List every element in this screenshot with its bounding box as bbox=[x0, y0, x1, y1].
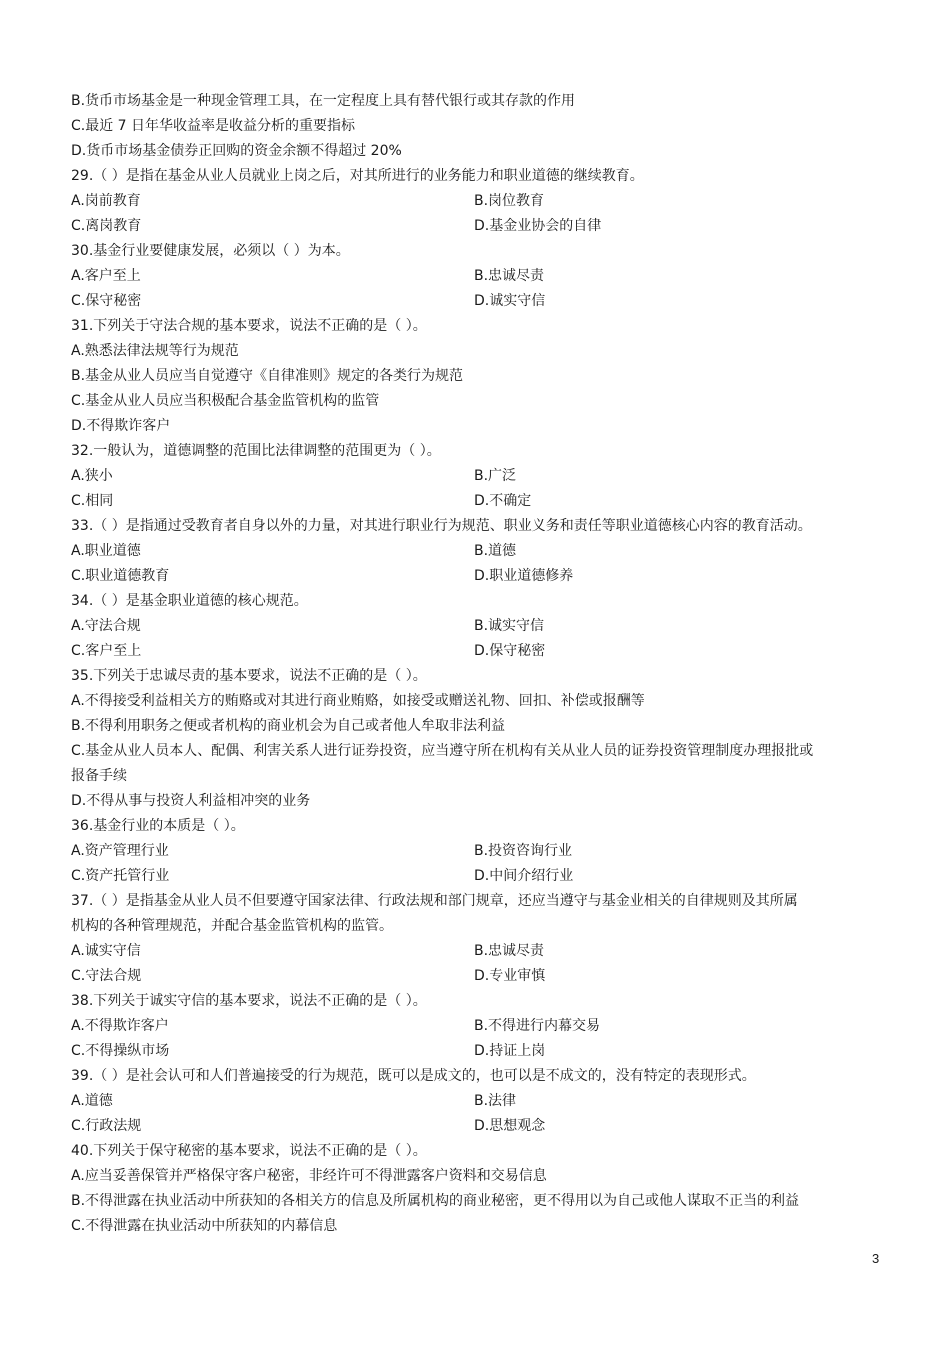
page-number: 3 bbox=[872, 1251, 880, 1266]
answer-option: B.忠诚尽责 bbox=[474, 268, 545, 284]
answer-option: C.不得操纵市场 bbox=[71, 1043, 170, 1059]
intro-option-line: D.货币市场基金债券正回购的资金余额不得超过 20% bbox=[71, 143, 402, 159]
answer-option: C.行政法规 bbox=[71, 1118, 142, 1134]
option-row bbox=[71, 864, 881, 889]
answer-option: D.持证上岗 bbox=[474, 1043, 546, 1059]
answer-option: B.道德 bbox=[474, 543, 517, 559]
answer-option: 报备手续 bbox=[71, 768, 127, 784]
option-row bbox=[71, 539, 881, 564]
answer-option: B.投资咨询行业 bbox=[474, 843, 573, 859]
page-content bbox=[71, 89, 881, 1239]
option-row bbox=[71, 289, 881, 314]
option-row bbox=[71, 1039, 881, 1064]
question-block bbox=[71, 164, 881, 239]
answer-option: B.不得利用职务之便或者机构的商业机会为自己或者他人牟取非法利益 bbox=[71, 718, 506, 734]
answer-option: A.职业道德 bbox=[71, 543, 141, 559]
answer-option: D.保守秘密 bbox=[474, 643, 546, 659]
answer-option: B.不得泄露在执业活动中所获知的各相关方的信息及所属机构的商业秘密，更不得用以为自己或他人谋取不正当的利益 bbox=[71, 1193, 800, 1209]
question-stem: 33.（ ）是指通过受教育者自身以外的力量，对其进行职业行为规范、职业义务和责任等职业道德核心内容的教育活动。 bbox=[71, 518, 812, 534]
question-stem: 31.下列关于守法合规的基本要求，说法不正确的是（ ）。 bbox=[71, 318, 427, 334]
question-stem: 39.（ ）是社会认可和人们普遍接受的行为规范，既可以是成文的，也可以是不成文的，没有特定的表现形式。 bbox=[71, 1068, 756, 1084]
option-row bbox=[71, 464, 881, 489]
answer-option: B.法律 bbox=[474, 1093, 517, 1109]
intro-option-line: B.货币市场基金是一种现金管理工具，在一定程度上具有替代银行或其存款的作用 bbox=[71, 93, 576, 109]
answer-option: B.诚实守信 bbox=[474, 618, 545, 634]
option-row bbox=[71, 1014, 881, 1039]
question-stem: 32.一般认为，道德调整的范围比法律调整的范围更为（ ）。 bbox=[71, 443, 441, 459]
answer-option: A.熟悉法律法规等行为规范 bbox=[71, 343, 239, 359]
answer-option: C.基金从业人员本人、配偶、利害关系人进行证券投资，应当遵守所在机构有关从业人员的证券投资管理制度办理报批或 bbox=[71, 743, 814, 759]
question-block bbox=[71, 989, 881, 1064]
question-block bbox=[71, 439, 881, 514]
question-stem: 机构的各种管理规范，并配合基金监管机构的监管。 bbox=[71, 918, 393, 934]
answer-option: A.岗前教育 bbox=[71, 193, 141, 209]
question-block bbox=[71, 814, 881, 889]
answer-option: B.基金从业人员应当自觉遵守《自律准则》规定的各类行为规范 bbox=[71, 368, 464, 384]
answer-option: A.客户至上 bbox=[71, 268, 141, 284]
question-block bbox=[71, 1064, 881, 1139]
answer-option: A.狭小 bbox=[71, 468, 113, 484]
option-row bbox=[71, 264, 881, 289]
intro-option-line: C.最近 7 日年华收益率是收益分析的重要指标 bbox=[71, 118, 356, 134]
option-row bbox=[71, 939, 881, 964]
answer-option: D.专业审慎 bbox=[474, 968, 546, 984]
answer-option: A.资产管理行业 bbox=[71, 843, 169, 859]
question-stem: 37.（ ）是指基金从业人员不但要遵守国家法律、行政法规和部门规章，还应当遵守与基金业相关的自律规则及其所属 bbox=[71, 893, 798, 909]
question-stem: 30.基金行业要健康发展，必须以（ ）为本。 bbox=[71, 243, 350, 259]
question-stem: 29.（ ）是指在基金从业人员就业上岗之后，对其所进行的业务能力和职业道德的继续教育。 bbox=[71, 168, 644, 184]
answer-option: C.保守秘密 bbox=[71, 293, 142, 309]
answer-option: D.职业道德修养 bbox=[474, 568, 574, 584]
answer-option: B.不得进行内幕交易 bbox=[474, 1018, 601, 1034]
question-stem: 34.（ ）是基金职业道德的核心规范。 bbox=[71, 593, 308, 609]
answer-option: C.基金从业人员应当积极配合基金监管机构的监管 bbox=[71, 393, 380, 409]
answer-option: C.职业道德教育 bbox=[71, 568, 170, 584]
answer-option: D.不得从事与投资人利益相冲突的业务 bbox=[71, 793, 311, 809]
answer-option: D.基金业协会的自律 bbox=[474, 218, 602, 234]
answer-option: B.岗位教育 bbox=[474, 193, 545, 209]
question-block bbox=[71, 664, 881, 814]
option-row bbox=[71, 839, 881, 864]
question-block bbox=[71, 314, 881, 439]
question-stem: 36.基金行业的本质是（ ）。 bbox=[71, 818, 245, 834]
option-row bbox=[71, 489, 881, 514]
question-stem: 35.下列关于忠诚尽责的基本要求，说法不正确的是（ ）。 bbox=[71, 668, 427, 684]
answer-option: A.不得接受利益相关方的贿赂或对其进行商业贿赂，如接受或赠送礼物、回扣、补偿或报酬等 bbox=[71, 693, 645, 709]
answer-option: C.资产托管行业 bbox=[71, 868, 170, 884]
option-row bbox=[71, 964, 881, 989]
option-row bbox=[71, 189, 881, 214]
answer-option: D.不确定 bbox=[474, 493, 532, 509]
answer-option: C.不得泄露在执业活动中所获知的内幕信息 bbox=[71, 1218, 338, 1234]
answer-option: A.守法合规 bbox=[71, 618, 141, 634]
question-block bbox=[71, 514, 881, 589]
answer-option: C.客户至上 bbox=[71, 643, 142, 659]
answer-option: A.应当妥善保管并严格保守客户秘密，非经许可不得泄露客户资料和交易信息 bbox=[71, 1168, 547, 1184]
question-block bbox=[71, 239, 881, 314]
answer-option: A.道德 bbox=[71, 1093, 113, 1109]
option-row bbox=[71, 1089, 881, 1114]
option-row bbox=[71, 614, 881, 639]
answer-option: B.忠诚尽责 bbox=[474, 943, 545, 959]
answer-option: D.中间介绍行业 bbox=[474, 868, 574, 884]
answer-option: C.守法合规 bbox=[71, 968, 142, 984]
answer-option: A.不得欺诈客户 bbox=[71, 1018, 169, 1034]
question-block bbox=[71, 589, 881, 664]
answer-option: C.离岗教育 bbox=[71, 218, 142, 234]
question-stem: 38.下列关于诚实守信的基本要求，说法不正确的是（ ）。 bbox=[71, 993, 427, 1009]
question-stem: 40.下列关于保守秘密的基本要求，说法不正确的是（ ）。 bbox=[71, 1143, 427, 1159]
answer-option: D.不得欺诈客户 bbox=[71, 418, 171, 434]
option-row bbox=[71, 214, 881, 239]
answer-option: C.相同 bbox=[71, 493, 114, 509]
option-row bbox=[71, 639, 881, 664]
answer-option: D.思想观念 bbox=[474, 1118, 546, 1134]
question-block bbox=[71, 889, 881, 989]
answer-option: B.广泛 bbox=[474, 468, 517, 484]
answer-option: A.诚实守信 bbox=[71, 943, 141, 959]
question-block bbox=[71, 1139, 881, 1239]
answer-option: D.诚实守信 bbox=[474, 293, 546, 309]
option-row bbox=[71, 564, 881, 589]
option-row bbox=[71, 1114, 881, 1139]
